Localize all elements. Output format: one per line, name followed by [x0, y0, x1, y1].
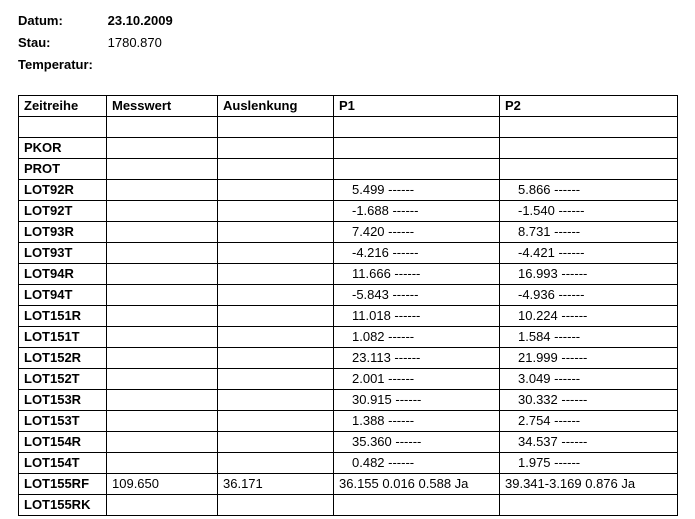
cell-p1: 0.482 ------	[334, 453, 500, 474]
table-row	[19, 390, 678, 411]
cell-p2: -1.540 ------	[500, 201, 678, 222]
column-header-p2: P2	[500, 96, 678, 117]
table-row	[19, 264, 678, 285]
cell-p2: 5.866 ------	[500, 180, 678, 201]
cell-zeitreihe: LOT151R	[19, 306, 107, 327]
table-body	[19, 117, 678, 516]
cell-auslenkung	[218, 285, 334, 306]
cell-messwert	[107, 201, 218, 222]
cell-p1: -1.688 ------	[334, 201, 500, 222]
cell-zeitreihe: LOT151T	[19, 327, 107, 348]
cell-zeitreihe: LOT93R	[19, 222, 107, 243]
cell-p2	[500, 159, 678, 180]
table-header-row	[19, 96, 678, 117]
table-row	[19, 348, 678, 369]
cell-zeitreihe: LOT92T	[19, 201, 107, 222]
stau-label: Stau:	[18, 35, 51, 50]
cell-messwert	[107, 117, 218, 138]
cell-p2: 8.731 ------	[500, 222, 678, 243]
cell-auslenkung	[218, 306, 334, 327]
column-header-p1: P1	[334, 96, 500, 117]
cell-p1: 1.388 ------	[334, 411, 500, 432]
cell-p1: 7.420 ------	[334, 222, 500, 243]
cell-p2: 1.975 ------	[500, 453, 678, 474]
table-row	[19, 327, 678, 348]
cell-zeitreihe: LOT153T	[19, 411, 107, 432]
cell-p1: 23.113 ------	[334, 348, 500, 369]
cell-messwert	[107, 432, 218, 453]
cell-messwert	[107, 306, 218, 327]
temperatur-row	[18, 56, 173, 78]
cell-messwert	[107, 222, 218, 243]
datum-value: 23.10.2009	[107, 13, 173, 28]
cell-zeitreihe: PROT	[19, 159, 107, 180]
cell-messwert	[107, 264, 218, 285]
cell-messwert	[107, 243, 218, 264]
cell-p2: 10.224 ------	[500, 306, 678, 327]
cell-p2	[500, 138, 678, 159]
cell-auslenkung: 36.171	[218, 474, 334, 495]
cell-zeitreihe: LOT94T	[19, 285, 107, 306]
cell-zeitreihe: LOT92R	[19, 180, 107, 201]
cell-auslenkung	[218, 411, 334, 432]
cell-p2	[500, 117, 678, 138]
cell-p2: 2.754 ------	[500, 411, 678, 432]
cell-p2: -4.936 ------	[500, 285, 678, 306]
cell-p1: 35.360 ------	[334, 432, 500, 453]
cell-messwert	[107, 159, 218, 180]
cell-auslenkung	[218, 222, 334, 243]
cell-p1: 36.155 0.016 0.588 Ja	[334, 474, 500, 495]
cell-auslenkung	[218, 327, 334, 348]
cell-p2: 16.993 ------	[500, 264, 678, 285]
cell-p2: -4.421 ------	[500, 243, 678, 264]
cell-zeitreihe: LOT152R	[19, 348, 107, 369]
column-header-zeitreihe: Zeitreihe	[19, 96, 107, 117]
cell-auslenkung	[218, 180, 334, 201]
datum-label: Datum:	[18, 13, 63, 28]
cell-p2: 30.332 ------	[500, 390, 678, 411]
cell-auslenkung	[218, 138, 334, 159]
table-row	[19, 474, 678, 495]
cell-p1	[334, 117, 500, 138]
cell-auslenkung	[218, 117, 334, 138]
stau-value: 1780.870	[107, 35, 162, 50]
cell-p1	[334, 159, 500, 180]
table-row	[19, 159, 678, 180]
cell-messwert: 109.650	[107, 474, 218, 495]
cell-zeitreihe: LOT153R	[19, 390, 107, 411]
table-row	[19, 243, 678, 264]
cell-auslenkung	[218, 264, 334, 285]
table-row	[19, 411, 678, 432]
cell-zeitreihe: LOT155RK	[19, 495, 107, 516]
cell-messwert	[107, 180, 218, 201]
cell-zeitreihe: LOT152T	[19, 369, 107, 390]
cell-auslenkung	[218, 369, 334, 390]
cell-p2: 34.537 ------	[500, 432, 678, 453]
cell-messwert	[107, 369, 218, 390]
stau-row	[18, 34, 173, 56]
measurement-table	[18, 95, 678, 516]
table-row	[19, 285, 678, 306]
report-header	[18, 12, 173, 78]
cell-p1: 5.499 ------	[334, 180, 500, 201]
table-row	[19, 453, 678, 474]
table-row	[19, 495, 678, 516]
cell-messwert	[107, 348, 218, 369]
temperatur-label: Temperatur:	[18, 57, 93, 72]
column-header-auslenkung: Auslenkung	[218, 96, 334, 117]
cell-zeitreihe: LOT155RF	[19, 474, 107, 495]
table-row	[19, 180, 678, 201]
cell-messwert	[107, 327, 218, 348]
cell-zeitreihe: LOT93T	[19, 243, 107, 264]
cell-auslenkung	[218, 348, 334, 369]
table-row	[19, 201, 678, 222]
table-row	[19, 117, 678, 138]
table-row	[19, 138, 678, 159]
cell-p1: 2.001 ------	[334, 369, 500, 390]
datum-row	[18, 12, 173, 34]
cell-zeitreihe: LOT94R	[19, 264, 107, 285]
cell-messwert	[107, 453, 218, 474]
cell-messwert	[107, 285, 218, 306]
cell-auslenkung	[218, 432, 334, 453]
cell-auslenkung	[218, 243, 334, 264]
cell-p1: 11.018 ------	[334, 306, 500, 327]
cell-messwert	[107, 495, 218, 516]
cell-messwert	[107, 138, 218, 159]
cell-zeitreihe: LOT154T	[19, 453, 107, 474]
cell-p2: 39.341-3.169 0.876 Ja	[500, 474, 678, 495]
cell-p2: 1.584 ------	[500, 327, 678, 348]
table-row	[19, 306, 678, 327]
cell-p1: 1.082 ------	[334, 327, 500, 348]
cell-zeitreihe: LOT154R	[19, 432, 107, 453]
column-header-messwert: Messwert	[107, 96, 218, 117]
table-row	[19, 222, 678, 243]
cell-p1: 11.666 ------	[334, 264, 500, 285]
cell-p1	[334, 138, 500, 159]
cell-auslenkung	[218, 495, 334, 516]
cell-p1: -5.843 ------	[334, 285, 500, 306]
cell-messwert	[107, 411, 218, 432]
cell-zeitreihe	[19, 117, 107, 138]
cell-auslenkung	[218, 390, 334, 411]
cell-p2: 3.049 ------	[500, 369, 678, 390]
cell-messwert	[107, 390, 218, 411]
cell-auslenkung	[218, 201, 334, 222]
cell-zeitreihe: PKOR	[19, 138, 107, 159]
cell-p2: 21.999 ------	[500, 348, 678, 369]
cell-auslenkung	[218, 453, 334, 474]
cell-auslenkung	[218, 159, 334, 180]
cell-p1: -4.216 ------	[334, 243, 500, 264]
cell-p1: 30.915 ------	[334, 390, 500, 411]
cell-p1	[334, 495, 500, 516]
table-row	[19, 432, 678, 453]
cell-p2	[500, 495, 678, 516]
table-row	[19, 369, 678, 390]
